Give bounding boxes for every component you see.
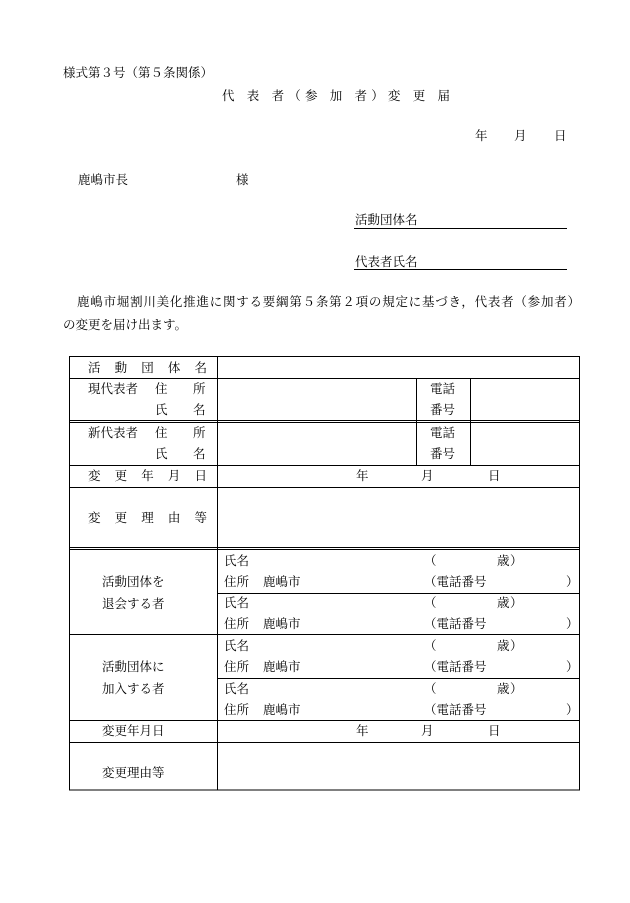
current-rep-phone-field[interactable]	[471, 379, 579, 419]
join-label-line-2: 加入する者	[102, 681, 165, 696]
withdraw-person-1-name-field[interactable]	[250, 551, 420, 571]
change-date-year-label: 年	[356, 468, 369, 483]
current-rep-label: 現代表者	[88, 381, 139, 396]
change-date-2-label: 変更年月日	[102, 723, 165, 738]
addressee: 鹿嶋市長	[78, 172, 129, 187]
withdraw-person-2-age-field[interactable]	[438, 594, 496, 614]
withdraw-person-1-address-label: 住所	[224, 574, 250, 589]
change-date-month-label: 月	[421, 468, 434, 483]
join-person-2-name-field[interactable]	[250, 679, 420, 699]
withdraw-person-2-phone-field[interactable]	[490, 614, 565, 634]
submission-year-field[interactable]	[438, 126, 472, 146]
current-rep-phone-label-1: 電話	[430, 381, 456, 396]
new-rep-address-field[interactable]	[218, 424, 415, 444]
join-person-1-phone-field[interactable]	[490, 657, 565, 677]
withdraw-person-2-city: 鹿嶋市	[263, 616, 301, 631]
withdraw-label-line-1: 活動団体を	[102, 574, 165, 589]
withdraw-person-2-phone-close: ）	[566, 616, 579, 631]
join-person-1-name-label: 氏名	[224, 638, 250, 653]
form-title: 代 表 者（参 加 者）変 更 届	[222, 88, 450, 103]
join-person-1-age-field[interactable]	[438, 636, 496, 656]
change-date-day-label: 日	[488, 468, 501, 483]
join-person-2-age-close: ）	[510, 681, 523, 696]
current-rep-name-field[interactable]	[218, 400, 415, 419]
honorific: 様	[236, 172, 249, 187]
change-reason-field[interactable]	[218, 488, 579, 546]
signature-group-name-field[interactable]	[422, 211, 567, 228]
current-rep-address-field[interactable]	[218, 379, 415, 399]
withdraw-person-1-phone-label: （電話番号	[424, 574, 487, 589]
join-person-1-phone-close: ）	[566, 659, 579, 674]
change-date-2-month-field[interactable]	[370, 721, 420, 741]
body-text-line-1: 鹿嶋市堀割川美化推進に関する要綱第５条第２項の規定に基づき，代表者（参加者）	[77, 294, 580, 309]
withdraw-person-2-phone-label: （電話番号	[424, 616, 487, 631]
join-person-1-city: 鹿嶋市	[263, 659, 301, 674]
new-rep-address-label-2: 所	[193, 425, 206, 440]
form-number: 様式第３号（第５条関係）	[63, 65, 214, 80]
change-date-2-day-field[interactable]	[436, 721, 487, 741]
join-person-2-age-open: （	[424, 681, 437, 696]
withdraw-person-1-city: 鹿嶋市	[263, 574, 301, 589]
join-person-2-age-field[interactable]	[438, 679, 496, 699]
change-date-day-field[interactable]	[436, 466, 487, 486]
withdraw-person-2-address-field[interactable]	[302, 614, 420, 634]
withdraw-person-1-age-open: （	[424, 553, 437, 568]
submission-month-field[interactable]	[490, 126, 512, 146]
withdraw-person-1-phone-close: ）	[566, 574, 579, 589]
join-person-1-phone-label: （電話番号	[424, 659, 487, 674]
join-person-2-phone-label: （電話番号	[424, 702, 487, 717]
withdraw-person-2-name-field[interactable]	[250, 594, 420, 614]
new-rep-phone-label-2: 番号	[430, 446, 456, 461]
new-rep-phone-field[interactable]	[471, 424, 579, 464]
change-reason-label: 変 更 理 由 等	[88, 510, 207, 525]
withdraw-person-2-age-close: ）	[510, 595, 523, 610]
new-rep-phone-label-1: 電話	[430, 425, 456, 440]
submission-month-label: 月	[514, 128, 527, 143]
join-person-1-age-unit: 歳	[497, 638, 510, 653]
change-date-2-month-label: 月	[421, 723, 434, 738]
change-date-year-field[interactable]	[250, 466, 354, 486]
join-person-2-age-unit: 歳	[497, 681, 510, 696]
withdraw-person-1-age-close: ）	[510, 553, 523, 568]
current-rep-address-label-2: 所	[193, 381, 206, 396]
current-rep-address-label-1: 住	[155, 381, 168, 396]
withdraw-person-1-age-field[interactable]	[438, 551, 496, 571]
signature-representative-name-field[interactable]	[422, 252, 567, 269]
new-rep-name-label-2: 名	[193, 446, 206, 461]
join-person-1-address-label: 住所	[224, 659, 250, 674]
submission-year-label: 年	[475, 128, 488, 143]
withdraw-person-2-age-unit: 歳	[497, 595, 510, 610]
representative-name-label: 代表者氏名	[355, 254, 418, 269]
join-person-1-address-field[interactable]	[302, 657, 420, 677]
withdraw-person-1-phone-field[interactable]	[490, 572, 565, 592]
withdraw-label-line-2: 退会する者	[102, 596, 165, 611]
new-rep-address-label-1: 住	[155, 425, 168, 440]
withdraw-person-1-address-field[interactable]	[302, 572, 420, 592]
current-rep-name-label-1: 氏	[155, 402, 168, 417]
current-rep-phone-label-2: 番号	[430, 402, 456, 417]
join-person-2-address-label: 住所	[224, 702, 250, 717]
change-date-month-field[interactable]	[370, 466, 420, 486]
change-date-label: 変 更 年 月 日	[88, 468, 207, 483]
submission-day-field[interactable]	[530, 126, 552, 146]
join-person-1-age-close: ）	[510, 638, 523, 653]
join-person-2-phone-field[interactable]	[490, 700, 565, 720]
change-date-2-year-field[interactable]	[250, 721, 354, 741]
change-reason-2-label: 変更理由等	[102, 765, 165, 780]
change-date-2-year-label: 年	[356, 723, 369, 738]
withdraw-person-2-age-open: （	[424, 595, 437, 610]
group-name-field[interactable]	[218, 357, 579, 377]
submission-day-label: 日	[554, 128, 567, 143]
group-name-label: 活動団体名	[355, 212, 418, 227]
join-person-2-address-field[interactable]	[302, 700, 420, 720]
join-person-2-name-label: 氏名	[224, 681, 250, 696]
join-person-2-city: 鹿嶋市	[263, 702, 301, 717]
change-reason-2-field[interactable]	[218, 743, 579, 789]
withdraw-person-2-address-label: 住所	[224, 616, 250, 631]
withdraw-person-1-age-unit: 歳	[497, 553, 510, 568]
change-date-2-day-label: 日	[488, 723, 501, 738]
body-text-line-2: の変更を届け出ます。	[63, 317, 188, 332]
join-person-1-name-field[interactable]	[250, 636, 420, 656]
group-name-row-label: 活 動 団 体 名	[88, 360, 207, 375]
current-rep-name-label-2: 名	[193, 402, 206, 417]
withdraw-person-2-name-label: 氏名	[224, 595, 250, 610]
join-person-1-age-open: （	[424, 638, 437, 653]
join-person-2-phone-close: ）	[566, 702, 579, 717]
withdraw-person-1-name-label: 氏名	[224, 553, 250, 568]
new-rep-label: 新代表者	[88, 425, 139, 440]
new-rep-name-label-1: 氏	[155, 446, 168, 461]
new-rep-name-field[interactable]	[218, 445, 415, 464]
join-label-line-1: 活動団体に	[102, 659, 165, 674]
